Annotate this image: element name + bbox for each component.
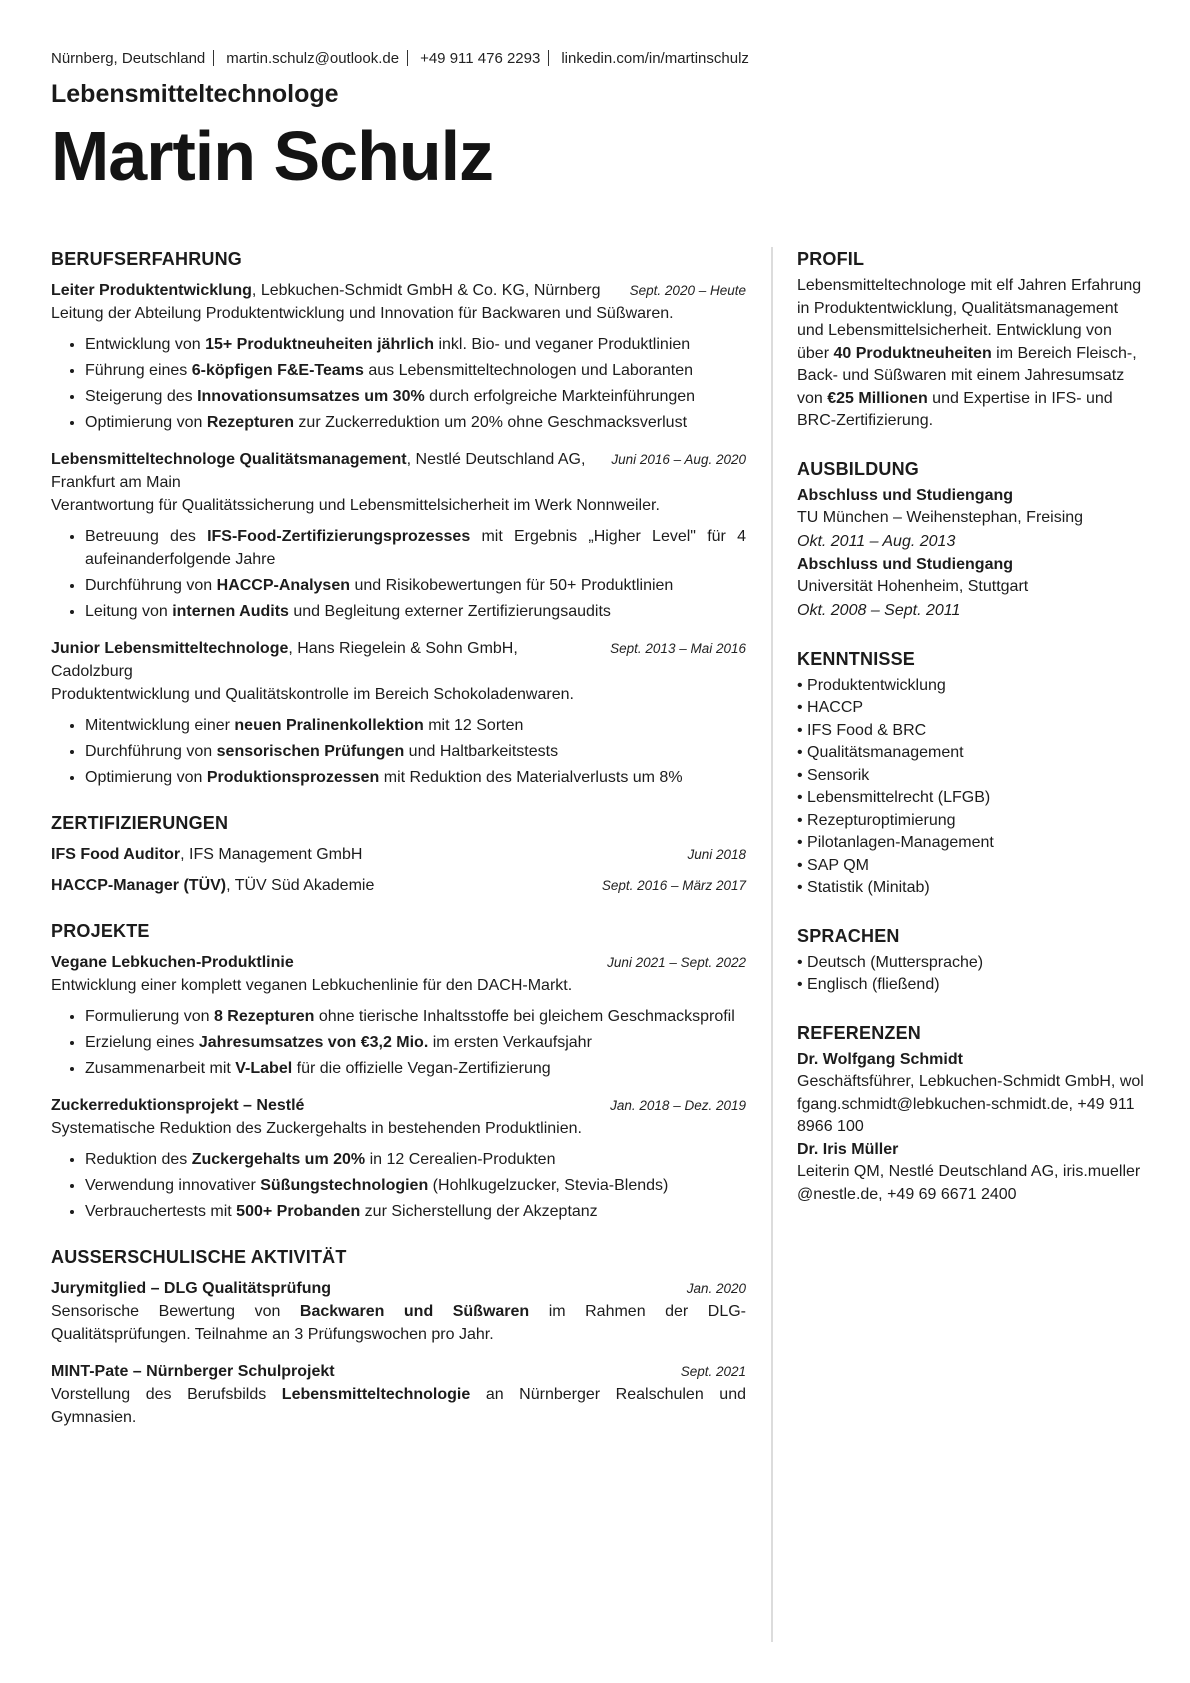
bullet-list	[51, 525, 746, 623]
section-title: PROJEKTE	[51, 921, 150, 941]
entry-header	[51, 1094, 746, 1117]
education-entry	[797, 485, 1147, 554]
skill-item: • Qualitätsmanagement	[797, 744, 964, 761]
entry-header	[51, 1277, 746, 1300]
entry-description: Produktentwicklung und Qualitätskontrolle im Bereich Schokoladenwaren.	[51, 686, 574, 703]
reference-entry	[797, 1049, 1147, 1139]
entry-date: Jan. 2018 – Dez. 2019	[610, 1098, 746, 1113]
reference-details: Geschäftsführer, Lebkuchen-Schmidt GmbH, wolfgang.schmidt@lebkuchen-schmidt.de, +49 911 8966 100	[797, 1073, 1144, 1135]
entry-description: Leitung der Abteilung Produktentwicklung und Innovation für Backwaren und Süßwaren.	[51, 305, 674, 322]
contact-separator	[548, 50, 549, 66]
entry-title: Jurymitglied – DLG Qualitätsprüfung	[51, 1280, 332, 1297]
sidebar-column	[797, 247, 1147, 1230]
bullet-item: • Verbrauchertests mit 500+ Probanden zur Sicherstellung der Akzeptanz	[85, 1200, 746, 1223]
certification-title: HACCP-Manager (TÜV), TÜV Süd Akademie	[51, 877, 375, 894]
entry-date: Juni 2016 – Aug. 2020	[611, 452, 746, 467]
entry-description: Sensorische Bewertung von Backwaren und Süßwaren im Rahmen der DLG-Qualitätsprüfungen. Teilnahme an 3 Prüfungswochen pro Jahr.	[51, 1303, 746, 1343]
bullet-item: • Verwendung innovativer Süßungstechnologien (Hohlkugelzucker, Stevia-Blends)	[85, 1174, 746, 1197]
job-position: Lebensmitteltechnologe Qualitätsmanagement	[51, 451, 407, 468]
job-position: Leiter Produktentwicklung	[51, 282, 252, 299]
section-title: REFERENZEN	[797, 1022, 922, 1043]
profile-section	[797, 247, 1147, 433]
skill-item: • SAP QM	[797, 856, 869, 874]
bullet-item: • Mitentwicklung einer neuen Pralinenkollektion mit 12 Sorten	[85, 714, 746, 737]
experience-section	[51, 247, 746, 789]
job-position: Junior Lebensmitteltechnologe	[51, 640, 289, 657]
section-title: BERUFSERFAHRUNG	[51, 249, 243, 269]
bullet-item: • Führung eines 6-köpfigen F&E-Teams aus Lebensmitteltechnologen und Laboranten	[85, 359, 746, 382]
skill-item: • Produktentwicklung	[797, 676, 946, 694]
person-name: Martin Schulz	[51, 117, 494, 195]
education-degree: Abschluss und Studiengang	[797, 486, 1014, 504]
entry-date: Sept. 2021	[680, 1364, 746, 1379]
activity-entry	[51, 1360, 746, 1429]
bullet-item: • Reduktion des Zuckergehalts um 20% in 12 Cerealien-Produkten	[85, 1148, 746, 1171]
entry-title	[51, 637, 610, 683]
entry-description: Systematische Reduktion des Zuckergehalts in bestehenden Produktlinien.	[51, 1120, 582, 1137]
entry-header	[51, 637, 746, 683]
bullet-list	[51, 1005, 746, 1080]
education-degree: Abschluss und Studiengang	[797, 555, 1014, 573]
section-title: KENNTNISSE	[797, 648, 916, 669]
bullet-item: • Zusammenarbeit mit V-Label für die offizielle Vegan-Zertifizierung	[85, 1057, 746, 1080]
entry-description: Entwicklung einer komplett veganen Lebkuchenlinie für den DACH-Markt.	[51, 977, 573, 994]
reference-entry	[797, 1139, 1147, 1207]
entry-title	[51, 279, 630, 302]
bullet-item: • Optimierung von Produktionsprozessen mit Reduktion des Materialverlusts um 8%	[85, 766, 746, 789]
entry-date: Juni 2018	[687, 847, 746, 862]
bullet-item: • Leitung von internen Audits und Begleitung externer Zertifizierungsaudits	[85, 600, 746, 623]
entry-date: Jan. 2020	[686, 1281, 746, 1296]
contact-location: Nürnberg, Deutschland	[51, 50, 206, 67]
skill-item: • Rezepturoptimierung	[797, 811, 956, 829]
education-date: Okt. 2011 – Aug. 2013	[797, 532, 956, 550]
contact-separator	[213, 50, 214, 66]
education-school: Universität Hohenheim, Stuttgart	[797, 578, 1029, 595]
reference-name: Dr. Iris Müller	[797, 1140, 899, 1158]
skill-item: • Pilotanlagen-Management	[797, 834, 994, 851]
education-school: TU München – Weihenstephan, Freising	[797, 509, 1084, 526]
entry-title: Zuckerreduktionsprojekt – Nestlé	[51, 1097, 305, 1114]
entry-header	[51, 448, 746, 494]
column-divider	[771, 247, 773, 1642]
bullet-item: • Steigerung des Innovationsumsatzes um 30% durch erfolgreiche Markteinführungen	[85, 385, 746, 408]
entry-date: Juni 2021 – Sept. 2022	[607, 955, 746, 970]
activities-section	[51, 1245, 746, 1429]
contact-linkedin[interactable]: linkedin.com/in/martinschulz	[561, 50, 749, 67]
bullet-list	[51, 1148, 746, 1223]
bullet-item: • Formulierung von 8 Rezepturen ohne tierische Inhaltsstoffe bei gleichem Geschmacksprofil	[85, 1005, 746, 1028]
entry-title	[51, 448, 611, 494]
bullet-item: • Durchführung von HACCP-Analysen und Risikobewertungen für 50+ Produktlinien	[85, 574, 746, 597]
section-title: AUSBILDUNG	[797, 458, 919, 479]
job-entry	[51, 637, 746, 789]
skills-section	[797, 647, 1147, 900]
bullet-item: • Betreuung des IFS-Food-Zertifizierungsprozesses mit Ergebnis „Higher Level" für 4 aufeinanderfolgende Jahre	[85, 525, 746, 571]
entry-header	[51, 279, 746, 302]
bullet-list	[51, 333, 746, 434]
entry-title: Vegane Lebkuchen-Produktlinie	[51, 954, 294, 971]
job-company: , Lebkuchen-Schmidt GmbH & Co. KG, Nürnberg	[251, 282, 601, 299]
project-entry	[51, 951, 746, 1080]
entry-title: MINT-Pate – Nürnberger Schulprojekt	[51, 1363, 335, 1380]
certification-entry	[51, 874, 746, 897]
references-section	[797, 1021, 1147, 1207]
bullet-item: • Erzielung eines Jahresumsatzes von €3,2 Mio. im ersten Verkaufsjahr	[85, 1031, 746, 1054]
skill-item: • Sensorik	[797, 766, 870, 784]
certifications-section	[51, 811, 746, 897]
languages-section	[797, 924, 1147, 997]
bullet-list	[51, 714, 746, 789]
bullet-item: • Entwicklung von 15+ Produktneuheiten jährlich inkl. Bio- und veganer Produktlinien	[85, 333, 746, 356]
resume-header	[51, 48, 1141, 198]
education-date: Okt. 2008 – Sept. 2011	[797, 601, 961, 619]
education-section	[797, 457, 1147, 623]
skill-item: • HACCP	[797, 699, 864, 716]
skill-item: • IFS Food & BRC	[797, 721, 927, 739]
skill-item: • Lebensmittelrecht (LFGB)	[797, 789, 991, 806]
bullet-item: • Durchführung von sensorischen Prüfungen und Haltbarkeitstests	[85, 740, 746, 763]
section-title: SPRACHEN	[797, 925, 900, 946]
job-entry	[51, 279, 746, 434]
language-item: • Englisch (fließend)	[797, 976, 940, 993]
bullet-item: • Optimierung von Rezepturen zur Zuckerreduktion um 20% ohne Geschmacksverlust	[85, 411, 746, 434]
entry-date: Sept. 2016 – März 2017	[601, 878, 746, 893]
job-role: Lebensmitteltechnologe	[51, 80, 339, 108]
skill-item: • Statistik (Minitab)	[797, 879, 930, 896]
entry-header	[51, 1360, 746, 1383]
certification-entry	[51, 843, 746, 866]
section-title: AUSSERSCHULISCHE AKTIVITÄT	[51, 1247, 347, 1267]
contact-line	[51, 48, 1141, 70]
profile-text: Lebensmitteltechnologe mit elf Jahren Erfahrung in Produktentwicklung, Qualitätsmanagement und Lebensmittelsicherheit. Entwicklung von über 40 Produktneuheiten im Bereich Fleisch-, Back- und Süßwaren mit einem Jahresumsatz von €25 Millionen und Expertise in IFS- und BRC-Zertifizierung.	[797, 277, 1142, 429]
entry-date: Sept. 2013 – Mai 2016	[610, 641, 746, 656]
language-item: • Deutsch (Muttersprache)	[797, 953, 984, 971]
job-company: , Nestlé Deutschland AG, Frankfurt am Main	[51, 451, 586, 491]
project-entry	[51, 1094, 746, 1223]
reference-name: Dr. Wolfgang Schmidt	[797, 1050, 963, 1068]
section-title: PROFIL	[797, 249, 865, 269]
main-column	[51, 247, 746, 1451]
entry-description: Vorstellung des Berufsbilds Lebensmitteltechnologie an Nürnberger Realschulen und Gymnasien.	[51, 1386, 746, 1426]
job-entry	[51, 448, 746, 623]
education-entry	[797, 554, 1147, 623]
contact-phone[interactable]: +49 911 476 2293	[420, 50, 541, 67]
job-company: , Hans Riegelein & Sohn GmbH, Cadolzburg	[51, 640, 518, 680]
projects-section	[51, 919, 746, 1223]
contact-separator	[407, 50, 408, 66]
section-title: ZERTIFIZIERUNGEN	[51, 813, 229, 833]
entry-date: Sept. 2020 – Heute	[629, 283, 746, 298]
activity-entry	[51, 1277, 746, 1346]
reference-details: Leiterin QM, Nestlé Deutschland AG, iris.mueller@nestle.de, +49 69 6671 2400	[797, 1163, 1141, 1203]
entry-header	[51, 951, 746, 974]
contact-email[interactable]: martin.schulz@outlook.de	[226, 50, 400, 67]
entry-description: Verantwortung für Qualitätssicherung und Lebensmittelsicherheit im Werk Nonnweiler.	[51, 497, 660, 514]
certification-title: IFS Food Auditor, IFS Management GmbH	[51, 846, 363, 863]
